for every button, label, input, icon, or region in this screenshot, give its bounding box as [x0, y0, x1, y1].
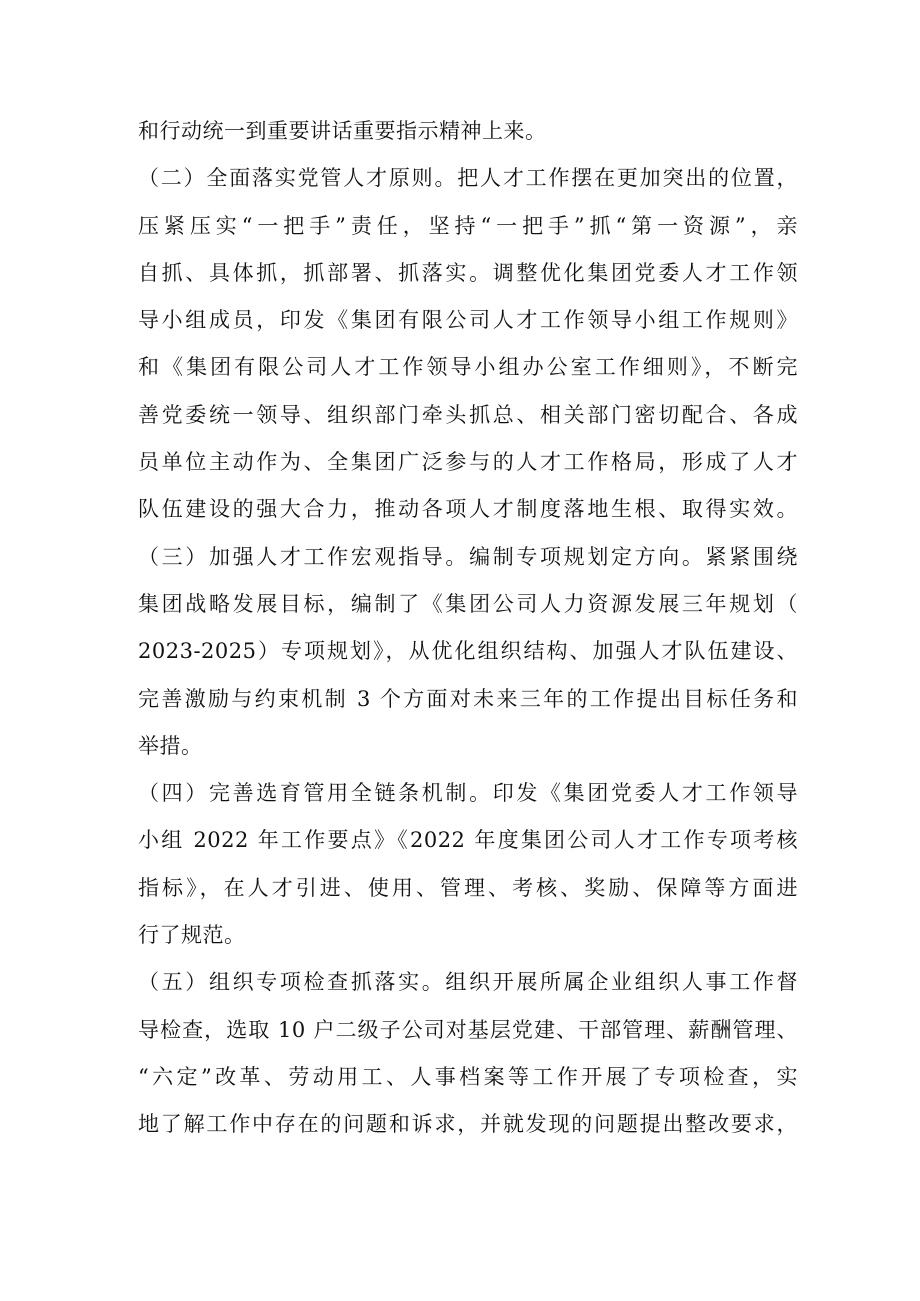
text-line: 地了解工作中存在的问题和诉求，并就发现的问题提出整改要求， — [138, 1112, 798, 1137]
text-line: 员单位主动作为、全集团广泛参与的人才工作格局，形成了人才 — [138, 450, 798, 475]
paragraph-4 — [138, 770, 798, 959]
text-line: 导小组成员，印发《集团有限公司人才工作领导小组工作规则》 — [138, 308, 798, 333]
text-line: 集团战略发展目标，编制了《集团公司人力资源发展三年规划（ — [138, 591, 798, 616]
text-line: 导检查，选取 10 户二级子公司对基层党建、干部管理、薪酬管理、 — [138, 1017, 798, 1042]
paragraph-3 — [138, 534, 798, 770]
text-line: 举措。 — [138, 733, 203, 758]
text-line: 压紧压实“一把手”责任，坚持“一把手”抓“第一资源”，亲 — [138, 213, 798, 238]
text-line: （三）加强人才工作宏观指导。编制专项规划定方向。紧紧围绕 — [138, 544, 798, 569]
text-line: “六定”改革、劳动用工、人事档案等工作开展了专项检查，实 — [138, 1064, 798, 1089]
text-line: 行了规范。 — [138, 923, 246, 948]
text-line: 指标》，在人才引进、使用、管理、考核、奖励、保障等方面进 — [138, 875, 798, 900]
text-line: 小组 2022 年工作要点》《2022 年度集团公司人才工作专项考核 — [138, 828, 798, 853]
text-line: （二）全面落实党管人才原则。把人才工作摆在更加突出的位置， — [138, 166, 798, 191]
paragraph-1 — [138, 108, 798, 155]
document-page — [138, 108, 798, 1149]
text-line: （四）完善选育管用全链条机制。印发《集团党委人才工作领导 — [138, 781, 798, 806]
paragraph-2 — [138, 155, 798, 533]
paragraph-5 — [138, 959, 798, 1148]
text-line: 善党委统一领导、组织部门牵头抓总、相关部门密切配合、各成 — [138, 402, 798, 427]
text-line: 和行动统一到重要讲话重要指示精神上来。 — [138, 119, 547, 143]
text-line: （五）组织专项检查抓落实。组织开展所属企业组织人事工作督 — [138, 970, 798, 995]
text-line: 和《集团有限公司人才工作领导小组办公室工作细则》，不断完 — [138, 355, 798, 380]
text-line: 2023-2025）专项规划》，从优化组织结构、加强人才队伍建设、 — [138, 639, 798, 664]
text-line: 队伍建设的强大合力，推动各项人才制度落地生根、取得实效。 — [138, 497, 798, 522]
text-line: 完善激励与约束机制 3 个方面对未来三年的工作提出目标任务和 — [138, 686, 798, 711]
text-line: 自抓、具体抓，抓部署、抓落实。调整优化集团党委人才工作领 — [138, 260, 798, 285]
